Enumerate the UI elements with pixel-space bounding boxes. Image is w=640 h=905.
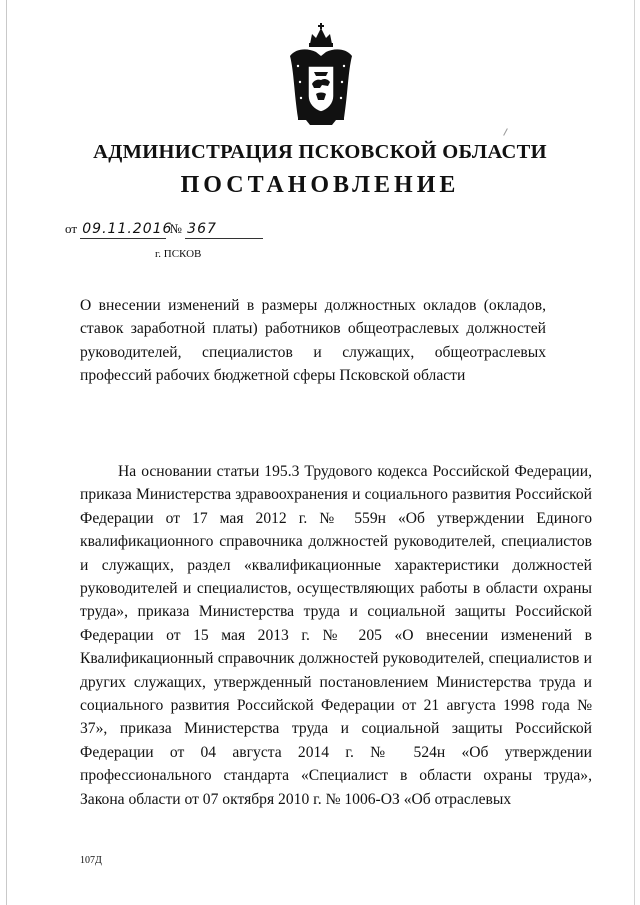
date-handwritten: 09.11.2016 [82,221,173,237]
city-label: г. ПСКОВ [155,248,202,260]
scan-edge-left [6,0,7,905]
document-body-paragraph: На основании статьи 195.3 Трудового кодекса Российской Федерации, приказа Министерства здравоохранения и социального развития Российской Федерации от 17 мая 2012 г. № 559н «Об утверждении Единого квалификационного справочника должностей руководителей, специалистов и служащих, раздел «квалификационные характеристики должностей руководителей и специалистов, осуществляющих работы в области охраны труда», приказа Министерства труда и социальной защиты Российской Федерации от 15 мая 2013 г. № 205 «О внесении изменений в Квалификационный справочник должностей руководителей, специалистов и других служащих, утвержденный постановлением Министерства труда и социального развития Российской Федерации от 21 августа 1998 года № 37», приказа Министерства труда и социальной защиты Российской Федерации от 04 августа 2014 г. № 524н «Об утверждении профессионального стандарта «Специалист в области охраны труда», Закона области от 07 октября 2010 г. № 1006-ОЗ «Об отраслевых [80,463,592,808]
number-prefix: № [169,221,182,236]
number-handwritten: 367 [185,221,263,239]
footer-code: 107Д [80,855,102,866]
document-date-number [65,221,263,239]
scan-artifact-mark [503,128,508,136]
organization-title: АДМИНИСТРАЦИЯ ПСКОВСКОЙ ОБЛАСТИ [93,141,547,163]
pskov-coat-of-arms-icon [286,22,356,126]
document-type-title: ПОСТАНОВЛЕНИЕ [180,172,460,198]
date-prefix: от [65,221,78,236]
scan-edge-right [634,0,635,905]
document-subject: О внесении изменений в размеры должностных окладов (окладов, ставок заработной платы) работников общеотраслевых должностей руководителей, специалистов и служащих, общеотраслевых профессий рабочих бюджетной сферы Псковской области [80,297,546,385]
